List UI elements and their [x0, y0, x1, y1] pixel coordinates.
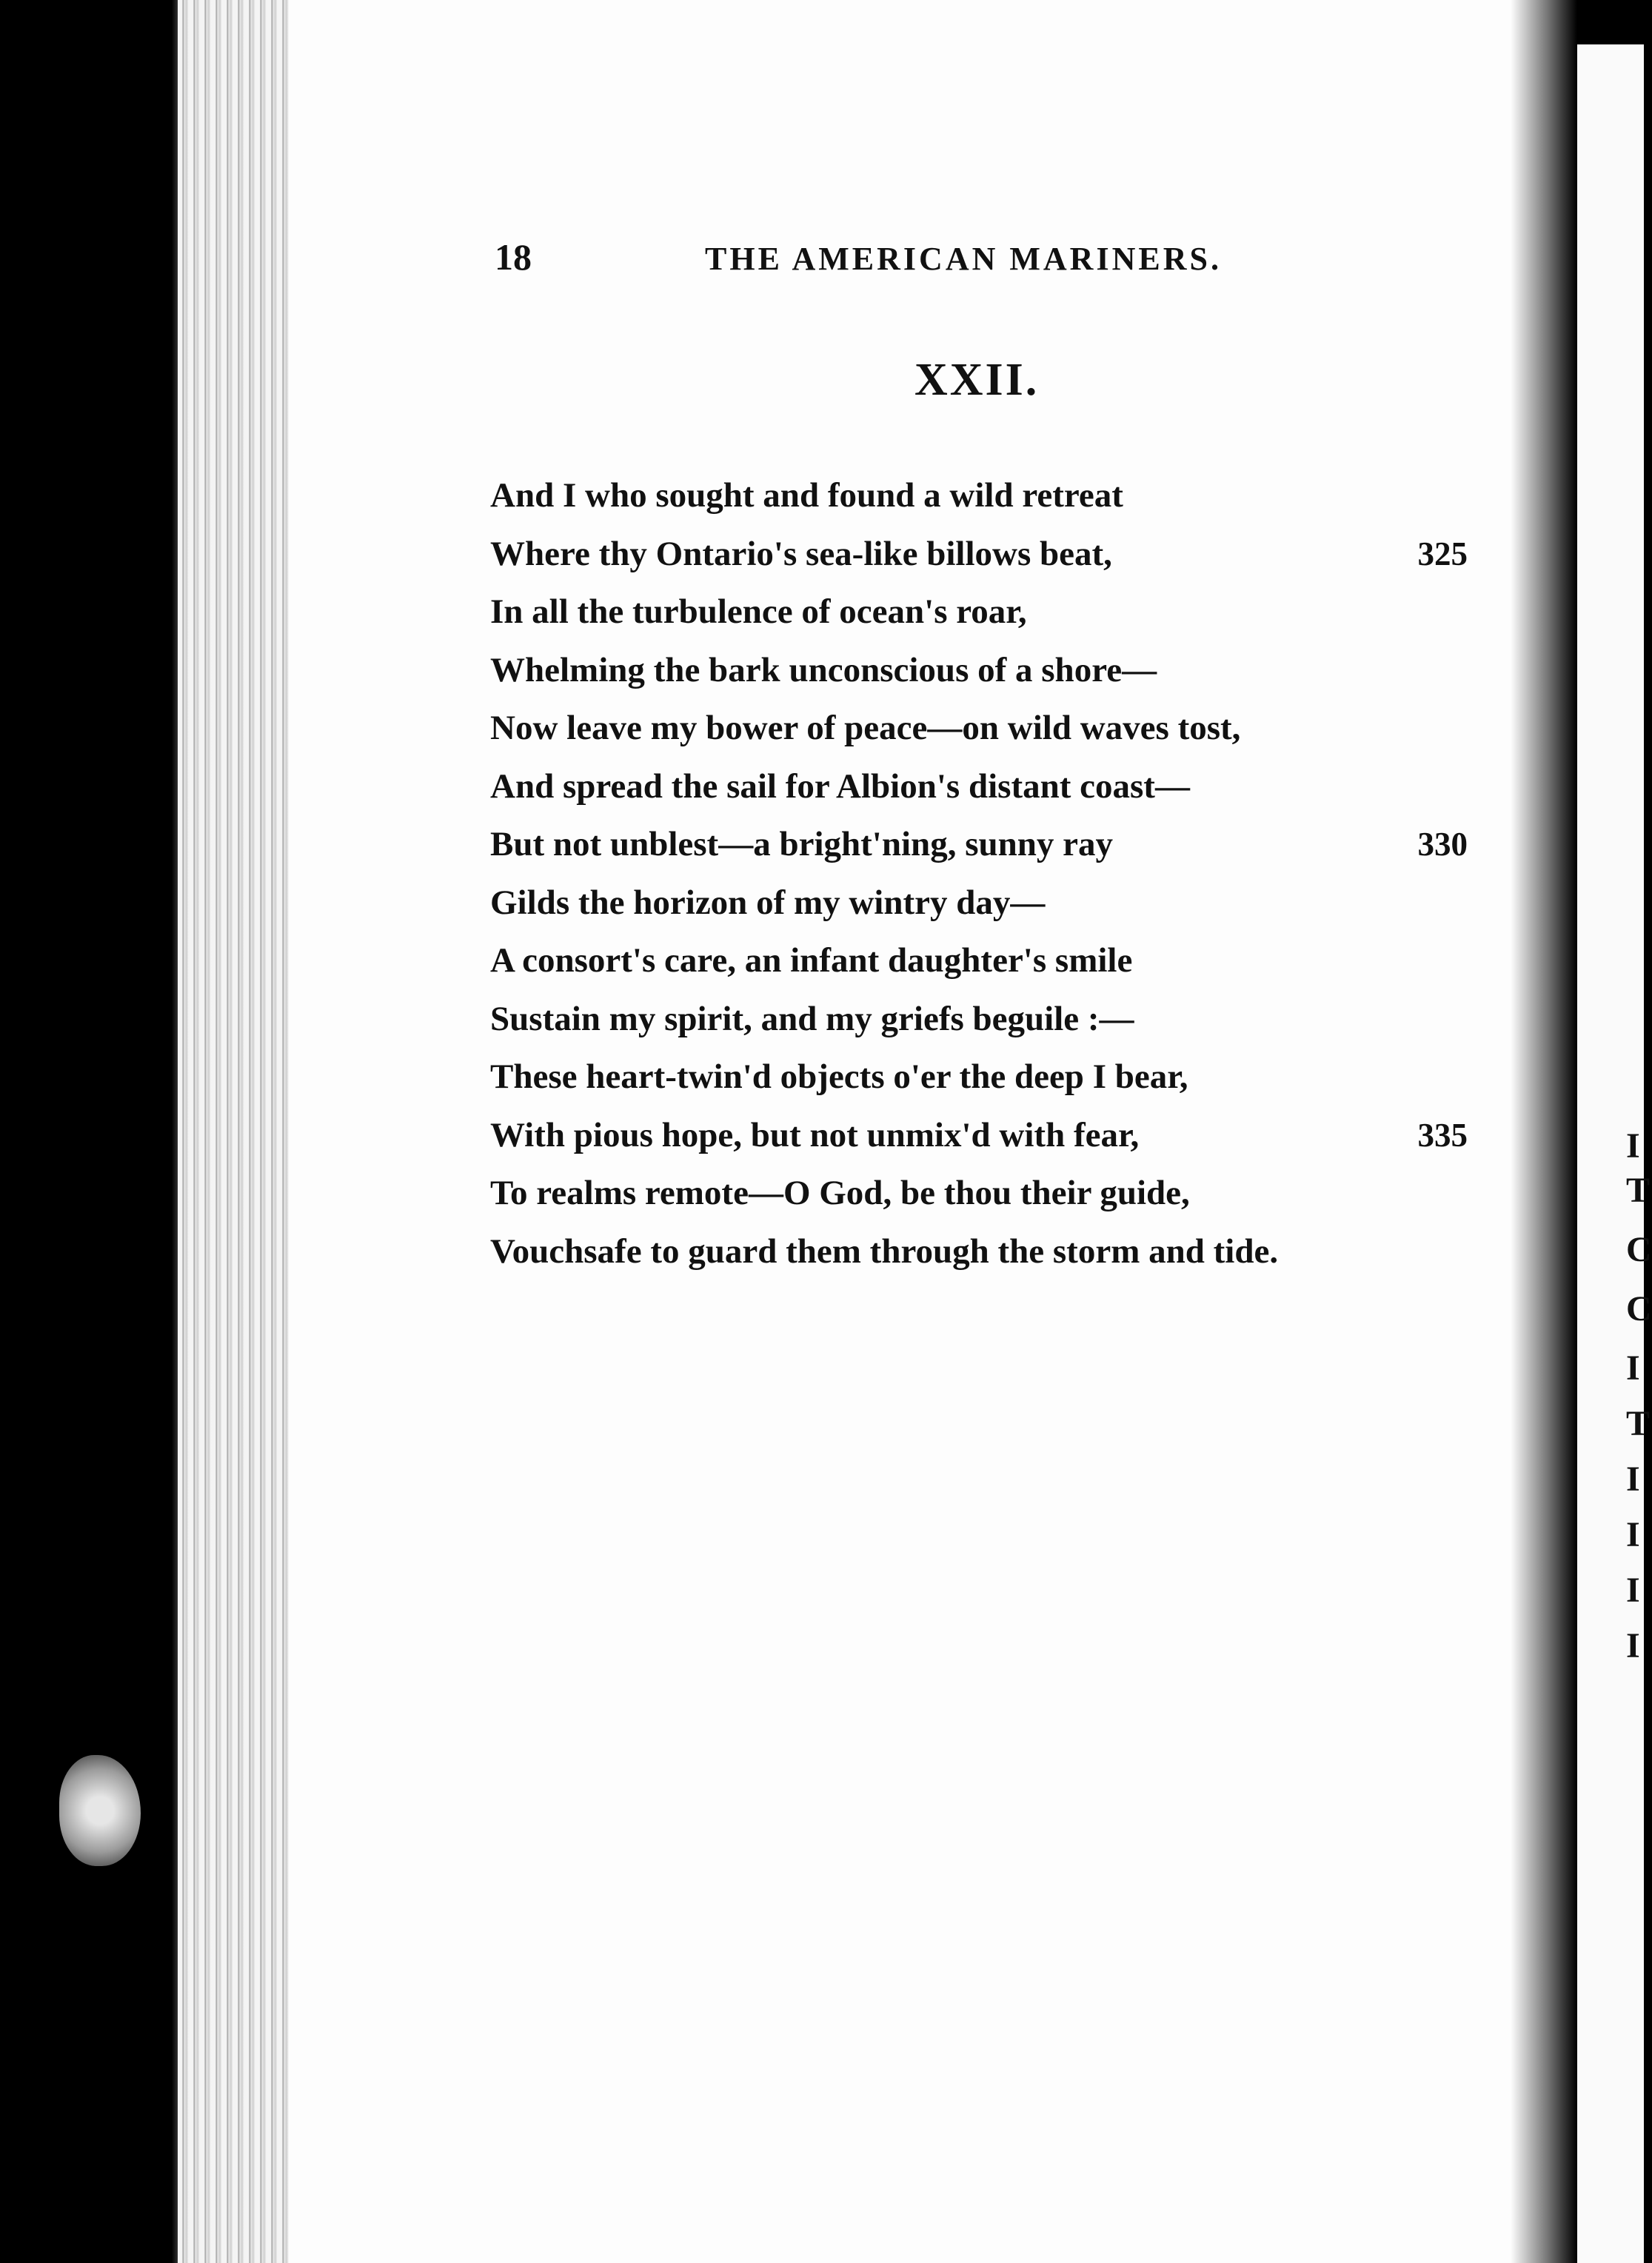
verse-line	[490, 1223, 1468, 1281]
verse-text: A consort's care, an infant daughter's smile	[490, 941, 1133, 980]
running-head	[495, 235, 1280, 280]
facing-page-glyph: I	[1626, 1571, 1640, 1610]
line-number: 325	[1417, 535, 1468, 572]
verse-stanza	[490, 467, 1468, 1280]
verse-line	[490, 758, 1468, 816]
facing-page-glyph: C	[1626, 1230, 1652, 1269]
verse-text: And spread the sail for Albion's distant coast—	[490, 766, 1190, 806]
facing-page-glyph: T	[1626, 1404, 1651, 1443]
verse-line	[490, 1048, 1468, 1106]
verse-text: Now leave my bower of peace—on wild waves tost,	[490, 709, 1241, 747]
verse-text: But not unblest—a bright'ning, sunny ray	[490, 825, 1114, 863]
verse-line	[490, 1164, 1468, 1223]
page-edge-stack	[178, 0, 300, 2263]
verse-text: Vouchsafe to guard them through the storm and tide.	[490, 1231, 1279, 1271]
facing-page-glyph: T	[1626, 1171, 1651, 1210]
verse-text: Sustain my spirit, and my griefs beguile :—	[490, 999, 1134, 1038]
line-number: 335	[1417, 1116, 1468, 1154]
verse-line	[490, 874, 1468, 932]
page-number: 18	[495, 236, 532, 278]
verse-line	[490, 990, 1468, 1049]
verse-text: Whelming the bark unconscious of a shore—	[490, 650, 1157, 689]
facing-page-glyph: I	[1626, 1626, 1640, 1665]
facing-page-glyph: I	[1626, 1515, 1640, 1554]
verse-text: With pious hope, but not unmix'd with fear,	[490, 1115, 1140, 1154]
facing-page-glyph: C	[1626, 1289, 1652, 1328]
line-number: 330	[1417, 826, 1468, 863]
verse-line	[490, 641, 1468, 700]
facing-page-glyph: I	[1626, 1348, 1640, 1388]
running-title: THE AMERICAN MARINERS.	[705, 241, 1222, 277]
verse-text: Gilds the horizon of my wintry day—	[490, 883, 1046, 922]
verse-line	[490, 467, 1468, 525]
verse-line	[490, 525, 1468, 584]
verse-text: In all the turbulence of ocean's roar,	[490, 592, 1027, 631]
facing-page-glyph: I	[1626, 1126, 1640, 1166]
verse-line	[490, 583, 1468, 641]
stanza-number: XXII.	[914, 355, 1040, 405]
page-gutter-fold	[1511, 0, 1577, 2263]
verse-text: To realms remote—O God, be thou their guide,	[490, 1174, 1190, 1212]
verse-text: Where thy Ontario's sea-like billows beat,	[490, 534, 1112, 573]
facing-page-glyph: I	[1626, 1460, 1640, 1499]
verse-text: These heart-twin'd objects o'er the deep I bear,	[490, 1057, 1188, 1096]
verse-line	[490, 1106, 1468, 1165]
verse-line	[490, 815, 1468, 874]
verse-text: And I who sought and found a wild retreat	[490, 476, 1123, 515]
verse-line	[490, 699, 1468, 758]
verse-line	[490, 932, 1468, 990]
paper-damage-mark	[59, 1755, 141, 1866]
